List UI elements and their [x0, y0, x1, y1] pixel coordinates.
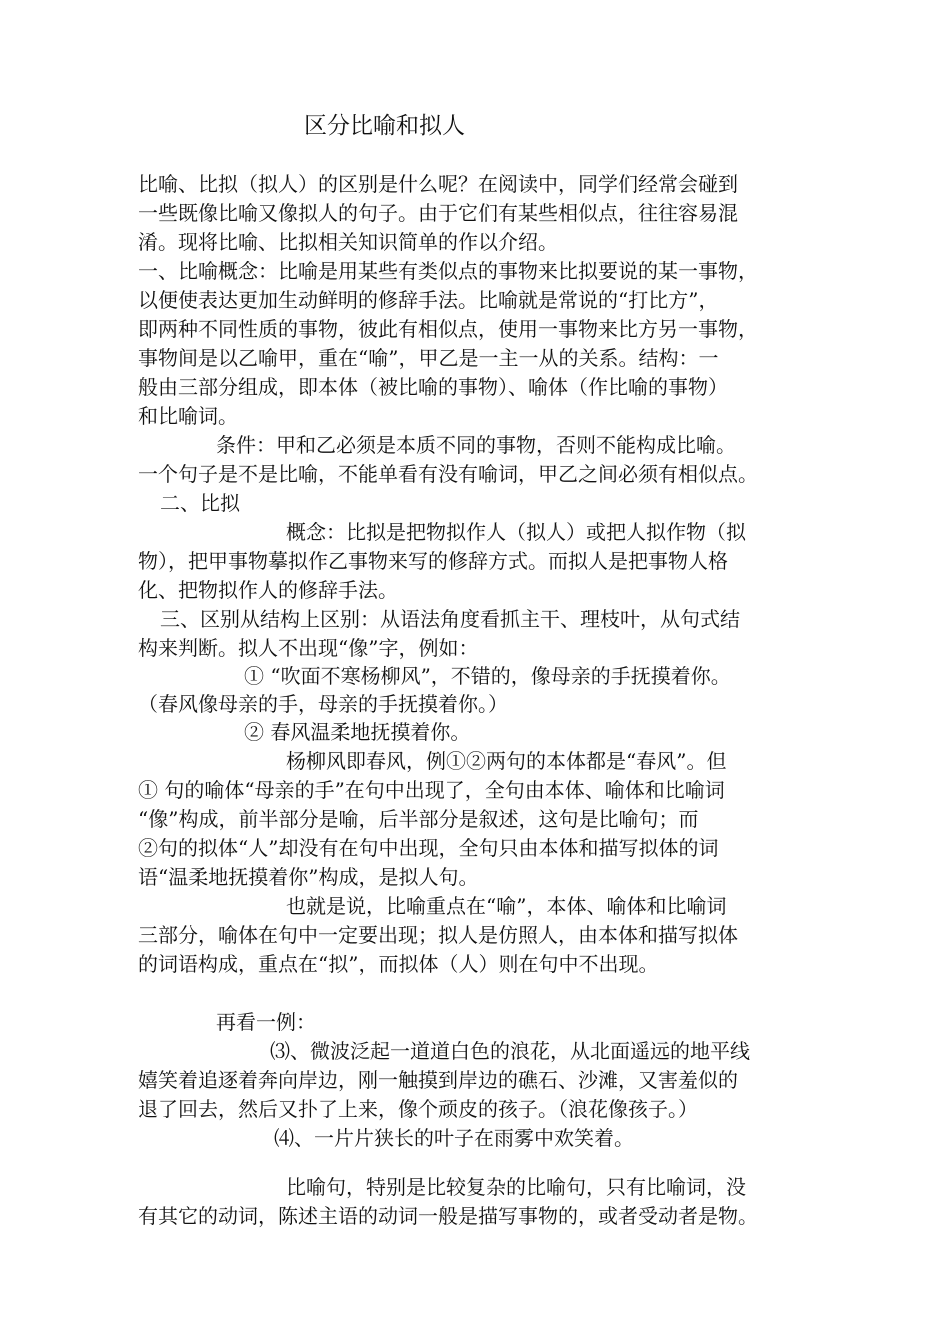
- example-line: 退了回去，然后又扑了上来，像个顽皮的孩子。（浪花像孩子。）: [138, 1097, 698, 1121]
- paragraph-line: “像”构成，前半部分是喻，后半部分是叙述，这句是比喻句；而: [138, 807, 699, 831]
- paragraph-line: 再看一例：: [216, 1010, 316, 1034]
- paragraph-line: 构来判断。拟人不出现“像”字，例如：: [138, 636, 479, 660]
- paragraph-line: 三部分，喻体在句中一定要出现；拟人是仿照人，由本体和描写拟体: [138, 923, 738, 947]
- paragraph-line: ① 句的喻体“母亲的手”在句中出现了，全句由本体、喻体和比喻词: [138, 778, 725, 802]
- example-line: ① “吹面不寒杨柳风”，不错的，像母亲的手抚摸着你。: [244, 664, 731, 688]
- example-line: （春风像母亲的手，母亲的手抚摸着你。）: [138, 692, 508, 716]
- paragraph-line: 淆。现将比喻、比拟相关知识简单的作以介绍。: [138, 230, 558, 254]
- section-heading: 二、比拟: [160, 491, 240, 515]
- paragraph-line: 有其它的动词，陈述主语的动词一般是描写事物的，或者受动者是物。: [138, 1204, 758, 1228]
- paragraph-line: 比喻、比拟（拟人）的区别是什么呢？在阅读中，同学们经常会碰到: [138, 172, 738, 196]
- paragraph-line: 一、比喻概念：比喻是用某些有类似点的事物来比拟要说的某一事物，: [138, 259, 758, 283]
- paragraph-line: 杨柳风即春风，例①②两句的本体都是“春风”。但: [286, 749, 727, 773]
- paragraph-line: 般由三部分组成，即本体（被比喻的事物）、喻体（作比喻的事物）: [138, 375, 728, 399]
- paragraph-line: 物），把甲事物摹拟作乙事物来写的修辞方式。而拟人是把事物人格: [138, 549, 728, 573]
- paragraph-line: 三、区别从结构上区别：从语法角度看抓主干、理枝叶，从句式结: [160, 607, 740, 631]
- example-line: 嬉笑着追逐着奔向岸边，刚一触摸到岸边的礁石、沙滩，又害羞似的: [138, 1068, 738, 1092]
- paragraph-line: 条件：甲和乙必须是本质不同的事物，否则不能构成比喻。: [216, 433, 736, 457]
- paragraph-line: 概念：比拟是把物拟作人（拟人）或把人拟作物（拟: [286, 520, 746, 544]
- document-title: 区分比喻和拟人: [304, 113, 465, 139]
- paragraph-line: 一个句子是不是比喻，不能单看有没有喻词，甲乙之间必须有相似点。: [138, 462, 758, 486]
- paragraph-line: ②句的拟体“人”却没有在句中出现，全句只由本体和描写拟体的词: [138, 836, 719, 860]
- paragraph-line: 和比喻词。: [138, 404, 238, 428]
- example-line: ② 春风温柔地抚摸着你。: [244, 720, 471, 744]
- example-line: ⑶、微波泛起一道道白色的浪花，从北面遥远的地平线: [270, 1039, 750, 1063]
- paragraph-line: 语“温柔地抚摸着你”构成，是拟人句。: [138, 865, 479, 889]
- paragraph-line: 一些既像比喻又像拟人的句子。由于它们有某些相似点，往往容易混: [138, 201, 738, 225]
- paragraph-line: 化、把物拟作人的修辞手法。: [138, 578, 398, 602]
- paragraph-line: 比喻句，特别是比较复杂的比喻句，只有比喻词，没: [286, 1175, 746, 1199]
- paragraph-line: 以便使表达更加生动鲜明的修辞手法。比喻就是常说的“打比方”，: [138, 288, 719, 312]
- paragraph-line: 的词语构成，重点在“拟”，而拟体（人）则在句中不出现。: [138, 952, 659, 976]
- paragraph-line: 事物间是以乙喻甲，重在“喻”，甲乙是一主一从的关系。结构：一: [138, 346, 719, 370]
- paragraph-line: 也就是说，比喻重点在“喻”，本体、喻体和比喻词: [286, 894, 727, 918]
- example-line: ⑷、一片片狭长的叶子在雨雾中欢笑着。: [274, 1126, 634, 1150]
- paragraph-line: 即两种不同性质的事物，彼此有相似点，使用一事物来比方另一事物，: [138, 317, 758, 341]
